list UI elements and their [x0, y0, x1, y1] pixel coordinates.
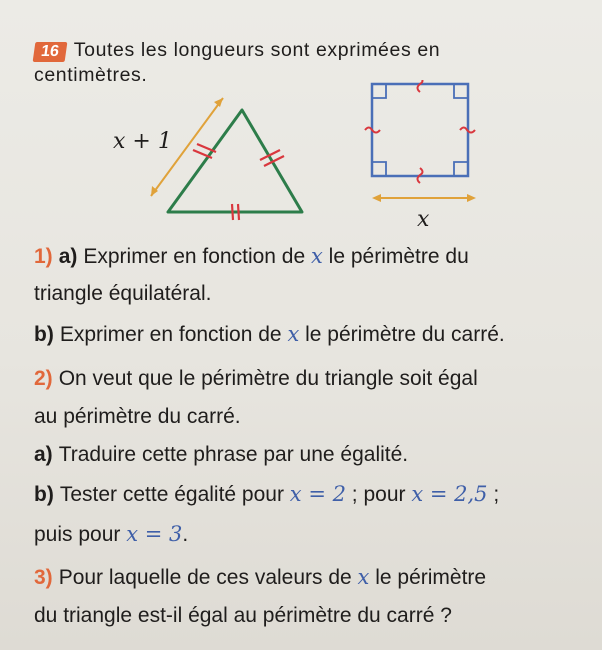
- square-dimension-arrow: [372, 194, 476, 202]
- question-1b-text-post: le périmètre du carré.: [299, 323, 505, 346]
- question-2-text: On veut que le périmètre du triangle soit égal: [58, 367, 478, 390]
- question-1a-text-post: le périmètre du: [322, 245, 469, 268]
- question-2-line-1: [34, 366, 478, 392]
- question-3-text-pre: Pour laquelle de ces valeurs de: [58, 566, 358, 589]
- question-1b: [34, 321, 505, 348]
- equation-x-3: x = 3: [126, 522, 183, 546]
- question-2-line-2: au périmètre du carré.: [34, 405, 241, 428]
- geometry-figure: [0, 80, 602, 240]
- question-2a-label: a): [34, 443, 53, 466]
- equation-x-2: x = 2: [289, 482, 346, 506]
- question-1a-label: a): [58, 245, 78, 268]
- question-3-line-2: du triangle est-il égal au périmètre du carré ?: [34, 604, 452, 627]
- question-2-number: 2): [34, 367, 53, 390]
- question-2b-line-1: [34, 481, 499, 508]
- question-1b-label: b): [34, 323, 54, 346]
- question-2b-text-post: ;: [487, 483, 500, 506]
- question-2b-label: b): [34, 483, 54, 506]
- intro-line-2: centimètres.: [34, 64, 148, 86]
- question-2a-text: Traduire cette phrase par une égalité.: [58, 443, 409, 466]
- right-angle-marks: [372, 84, 468, 176]
- equation-x-2-5: x = 2,5: [411, 482, 488, 506]
- question-1a-line-1: [34, 243, 469, 270]
- question-3-text-post: le périmètre: [369, 566, 487, 589]
- question-1a-text-pre: Exprimer en fonction de: [83, 245, 311, 268]
- equal-side-ticks: [193, 144, 284, 220]
- question-1b-text-pre: Exprimer en fonction de: [59, 323, 288, 346]
- question-1a-line-2: triangle équilatéral.: [34, 282, 212, 305]
- variable-x: x: [357, 565, 370, 589]
- question-2b-text-mid: ; pour: [345, 483, 412, 506]
- question-2b-text-pre: Tester cette égalité pour: [59, 483, 290, 506]
- question-2b-line-2: [34, 521, 188, 548]
- question-3-number: 3): [34, 566, 53, 589]
- question-1-number: 1): [34, 245, 53, 268]
- equilateral-triangle: [151, 98, 302, 220]
- variable-x: x: [311, 244, 323, 268]
- square: [365, 80, 476, 202]
- exercise-number-badge: 16: [33, 42, 68, 62]
- triangle-side-label: x + 1: [113, 129, 172, 154]
- square-side-label: x: [417, 207, 430, 232]
- question-2b-line-2-pre: puis pour: [34, 523, 127, 546]
- variable-x: x: [287, 322, 300, 346]
- question-3-line-1: [34, 564, 486, 591]
- question-2b-line-2-post: .: [182, 523, 189, 546]
- intro-line-1: Toutes les longueurs sont exprimées en: [73, 39, 441, 61]
- square-side-marks: [365, 80, 475, 183]
- question-2a: [34, 442, 408, 468]
